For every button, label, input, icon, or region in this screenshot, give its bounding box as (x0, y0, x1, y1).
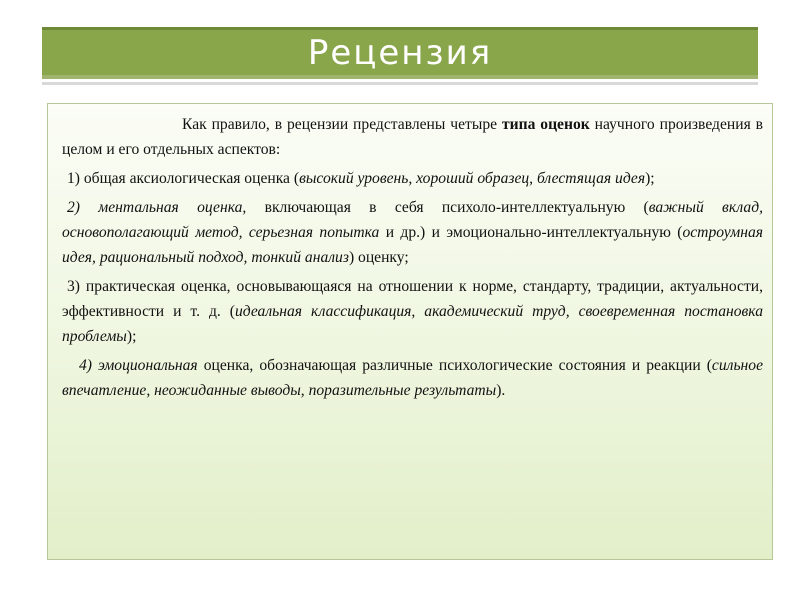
item4-heading: 4) эмоциональная (79, 357, 198, 374)
item4-text-1: оценка, обозначающая различные психологические состояния и реакции ( (197, 357, 712, 374)
item1-examples: высокий уровень, хороший образец, блестящая идея (299, 170, 646, 187)
slide-title: Рецензия (307, 32, 493, 73)
paragraph-item-3 (62, 274, 763, 349)
paragraph-intro (62, 112, 763, 162)
content-box (47, 103, 773, 560)
item1-text-1: 1) общая аксиологическая оценка ( (67, 170, 300, 187)
item2-examples-2: остроумная идея, рациональный подход, тонкий анализ (62, 224, 763, 266)
title-bar (42, 27, 758, 79)
paragraph-item-2 (62, 195, 763, 270)
paragraph-item-1 (62, 166, 763, 191)
item2-text-2: и др.) и эмоционально-интеллектуальную ( (379, 224, 683, 241)
item4-examples: сильное впечатление, неожиданные выводы, поразительные результаты (62, 357, 763, 399)
item1-text-2: ); (645, 170, 655, 187)
intro-text-2: научного произведения в целом и его отдельных аспектов: (62, 116, 764, 158)
intro-text-1: Как правило, в рецензии представлены четыре (182, 116, 502, 133)
item4-text-2: ). (496, 382, 506, 399)
paragraph-item-4 (62, 353, 763, 403)
item2-examples-1: важный вклад, основополагающий метод, серьезная попытка (62, 199, 764, 241)
item2-heading: 2) ментальная оценка, (67, 199, 247, 216)
item2-text-3: ) оценку; (348, 249, 409, 266)
intro-bold-term: типа оценок (501, 116, 590, 133)
item2-text-1: включающая в себя психоло-интеллектуальную ( (246, 199, 649, 216)
item3-examples: идеальная классификация, академический труд, своевременная постановка проблемы (62, 303, 763, 345)
item3-text-2: ); (126, 328, 137, 345)
item3-text-1: 3) практическая оценка, основывающаяся на отношении к норме, стандарту, традиции, актуальности, эффективности и т. д. ( (62, 278, 763, 320)
